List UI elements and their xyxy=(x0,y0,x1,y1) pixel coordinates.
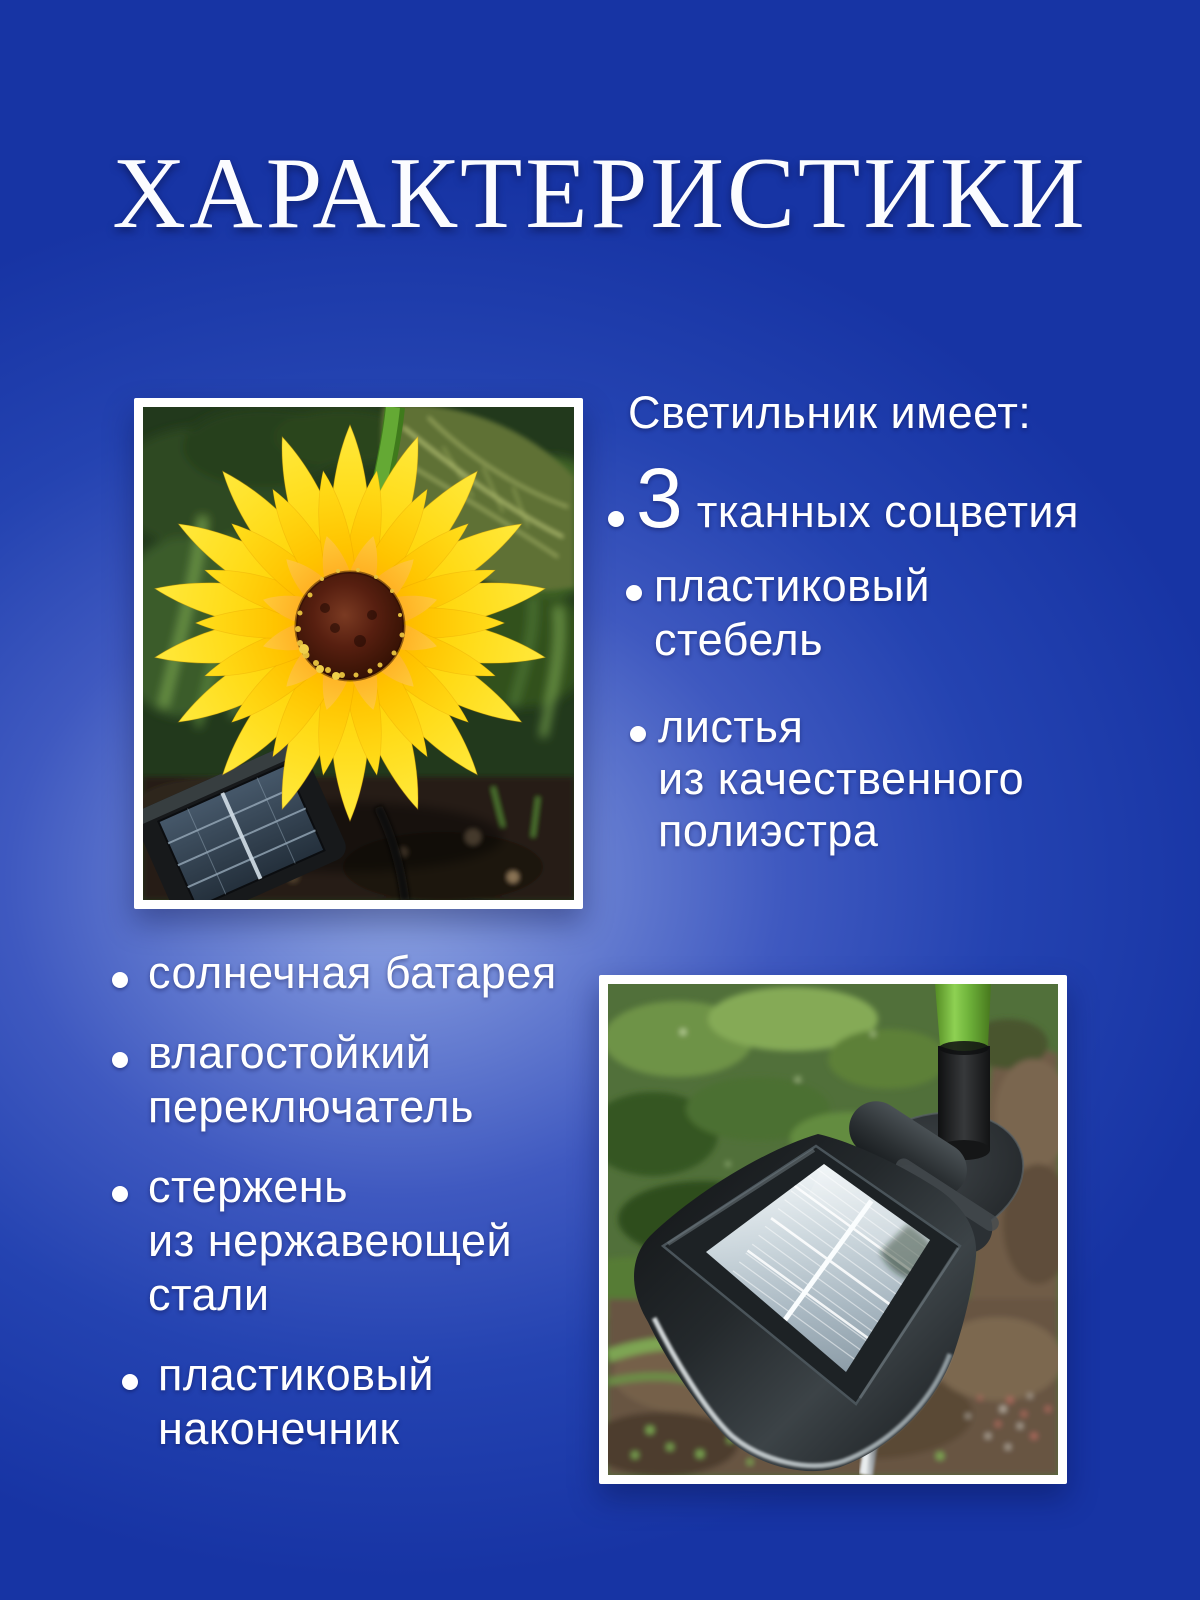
spec-tip-line2: наконечник xyxy=(158,1403,400,1454)
spec-battery-line1: солнечная батарея xyxy=(148,947,557,998)
feature-count-number: 3 xyxy=(636,451,683,545)
spec-switch-line2: переключатель xyxy=(148,1081,474,1132)
lamp-features-section xyxy=(608,386,1108,857)
spec-rod-line1: стержень xyxy=(148,1161,349,1212)
list-item-switch xyxy=(112,1026,612,1134)
list-item-plastic-tip xyxy=(122,1348,612,1456)
bullet-dot xyxy=(122,1374,138,1390)
spec-tip-line1: пластиковый xyxy=(158,1349,435,1400)
feature-stem-label: пластиковый стебель xyxy=(654,560,931,665)
lamp-heading: Светильник имеет: xyxy=(628,387,1032,438)
list-item-leaves xyxy=(630,701,1108,857)
bullet-dot xyxy=(112,1186,128,1202)
bullet-dot xyxy=(626,585,642,601)
sunflower-photo xyxy=(134,398,583,909)
solar-panel-photo-art xyxy=(608,984,1058,1475)
sunflower-photo-art xyxy=(143,407,574,900)
list-item-steel-rod xyxy=(112,1160,612,1322)
list-item-solar-battery xyxy=(112,946,612,1000)
feature-leaves-line1: листья xyxy=(658,701,804,752)
feature-leaves-lines xyxy=(658,701,1024,857)
bullet-dot xyxy=(608,511,624,527)
bullet-dot xyxy=(630,726,646,742)
list-item-plastic-stem xyxy=(626,559,1108,667)
bullet-dot xyxy=(112,1052,128,1068)
feature-leaves-line2: из качественного xyxy=(658,753,1025,804)
list-item-fabric-blooms xyxy=(608,451,1108,545)
page-title: ХАРАКТЕРИСТИКИ xyxy=(112,137,1088,250)
green-stem xyxy=(935,984,991,1051)
spec-rod-line2: из нержавеющей xyxy=(148,1215,513,1266)
feature-count-label: тканных соцветия xyxy=(696,486,1079,537)
spec-switch-line1: влагостойкий xyxy=(148,1027,432,1078)
solar-panel-photo xyxy=(599,975,1067,1484)
specs-section xyxy=(112,946,612,1456)
black-tube xyxy=(938,1046,990,1150)
spec-rod-line3: стали xyxy=(148,1269,270,1320)
bullet-dot xyxy=(112,972,128,988)
feature-leaves-line3: полиэстра xyxy=(658,805,879,856)
